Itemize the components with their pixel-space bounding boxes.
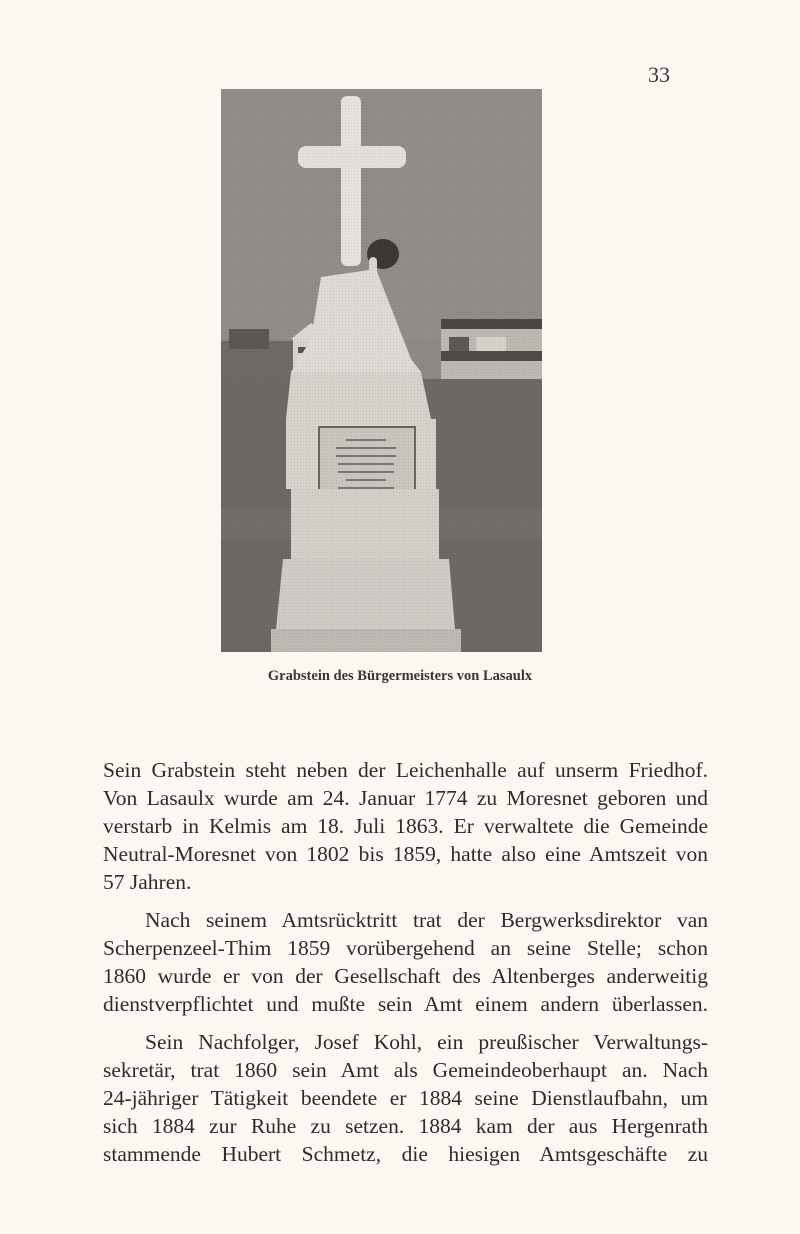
text-line: sekretär, trat 1860 sein Amt als Gemeindeoberhaupt an. Nach: [103, 1058, 708, 1082]
text-line: Nach seinem Amtsrücktritt trat der Bergwerksdirektor van: [145, 908, 708, 932]
text-line: dienstverpflichtet und mußte sein Amt einem andern überlassen.: [103, 992, 708, 1016]
text-line: Sein Grabstein steht neben der Leichenhalle auf unserm Friedhof.: [103, 758, 708, 782]
gravestone-photo-image: [221, 89, 542, 652]
paragraph-2: [103, 906, 708, 1018]
paragraph-3: [103, 1028, 708, 1168]
text-line: stammende Hubert Schmetz, die hiesigen Amtsgeschäfte zu: [103, 1142, 708, 1166]
page-number: 33: [648, 62, 670, 87]
paragraph-1: [103, 756, 708, 896]
text-line: verstarb in Kelmis am 18. Juli 1863. Er verwaltete die Gemeinde: [103, 814, 708, 838]
text-line: Neutral-Moresnet von 1802 bis 1859, hatte also eine Amtszeit von: [103, 842, 708, 866]
body-text: [103, 756, 708, 1178]
text-line: 24-jähriger Tätigkeit beendete er 1884 seine Dienstlaufbahn, um: [103, 1086, 708, 1110]
text-line: sich 1884 zur Ruhe zu setzen. 1884 kam der aus Hergenrath: [103, 1114, 708, 1138]
text-line: Sein Nachfolger, Josef Kohl, ein preußischer Verwaltungs-: [145, 1030, 708, 1054]
gravestone-photo: [221, 89, 542, 652]
text-line: 1860 wurde er von der Gesellschaft des Altenberges anderweitig: [103, 964, 708, 988]
figure-caption: Grabstein des Bürgermeisters von Lasaulx: [267, 668, 533, 684]
text-line: Scherpenzeel-Thim 1859 vorübergehend an seine Stelle; schon: [103, 936, 708, 960]
text-line: Von Lasaulx wurde am 24. Januar 1774 zu Moresnet geboren und: [103, 786, 708, 810]
text-line: 57 Jahren.: [103, 870, 192, 894]
